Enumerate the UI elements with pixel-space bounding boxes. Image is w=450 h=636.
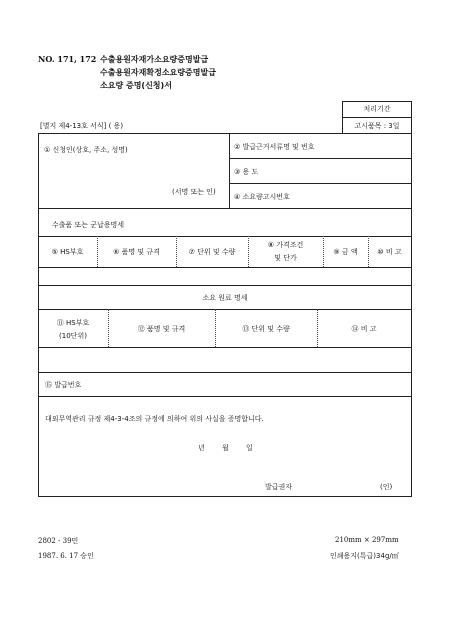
seal-label: (인) [380, 483, 393, 491]
materials-title: 소요 원료 명세 [202, 294, 248, 302]
use-label: ③ 용 도 [234, 168, 259, 176]
document-number: NO. 171, 172 [38, 54, 97, 64]
approval-date: 1987. 6. 17 승인 [38, 552, 94, 560]
title-line-2: 수출용원자재확정소요량증명발급 [100, 68, 216, 77]
date-month-label: 월 [222, 444, 229, 452]
paper-size: 210mm × 297mm [335, 536, 399, 544]
certification-text: 대외무역관리 규정 제4-3-4조의 규정에 의하여 위의 사실을 증명합니다. [45, 415, 264, 423]
title-line-1: 수출용원자재가소요량증명발급 [100, 55, 209, 64]
material-col-remarks: ⑭ 비 고 [351, 325, 377, 333]
applicant-label: ① 신청인(상호, 주소, 성명) [44, 146, 128, 154]
col-remarks: ⑩ 비 고 [377, 248, 402, 256]
material-col-unit-qty: ⑬ 단위 및 수량 [242, 325, 290, 333]
material-col-hs-code: ⑪ HS부호 [56, 319, 90, 327]
processing-period-label: 처리기간 [363, 105, 391, 113]
paper-spec: 인쇄용지(특급)34g/㎡ [330, 552, 399, 560]
notice-number-label: ④ 소요량고시번호 [234, 193, 290, 201]
col-hs-code: ⑤ HS부호 [51, 248, 84, 256]
issuer-label: 발급권자 [265, 483, 293, 491]
col-price-terms: ⑧ 가격조건 [267, 241, 304, 249]
col-name-spec: ⑥ 품명 및 규격 [113, 248, 160, 256]
col-unit-qty: ⑦ 단위 및 수량 [188, 248, 236, 256]
signature-label: (서명 또는 인) [172, 188, 216, 196]
material-col-hs-digits: (10단위) [59, 332, 87, 340]
col-unit-price: 및 단가 [274, 254, 297, 262]
col-amount: ⑨ 금 액 [333, 248, 358, 256]
form-code: 2802 - 39민 [38, 537, 79, 545]
issuance-document-label: ② 발급근거서류명 및 번호 [234, 143, 315, 151]
export-goods-title: 수출품 또는 군납용명세 [52, 221, 125, 229]
processing-period-value: 고시품목 : 3일 [354, 122, 400, 130]
form-reference: [별지 제4-13호 서식] ( 용) [40, 122, 124, 130]
date-year-label: 년 [198, 444, 205, 452]
material-col-name-spec: ⑫ 품명 및 규격 [137, 325, 186, 333]
issue-number-label: ⑮ 발급번호 [45, 381, 82, 389]
title-line-3: 소요량 증명(신청)서 [100, 81, 172, 90]
date-day-label: 일 [246, 444, 253, 452]
